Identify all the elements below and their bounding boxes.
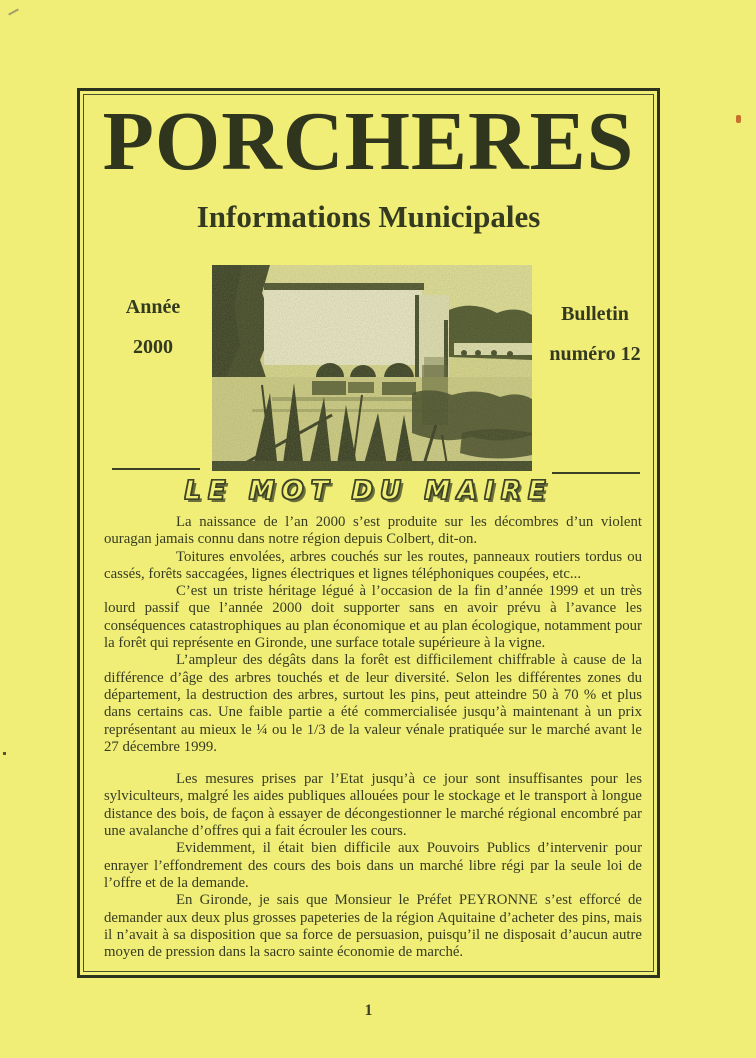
paragraph-6: Evidemment, il était bien difficile aux Pouvoirs Publics d’intervenir pour enrayer l’effondrement des cours des bois dans un marché libre régi par la seule loi de l’offre et de la demande. <box>104 840 642 891</box>
left-divider-rule <box>112 468 200 470</box>
mill-bridge-photo <box>212 265 532 471</box>
scan-artifact-orange <box>736 115 741 123</box>
paragraph-1: La naissance de l’an 2000 s’est produite sur les décombres d’un violent ouragan jamais connu dans notre région depuis Colbert, dit-on. <box>104 514 642 548</box>
paragraph-5: Les mesures prises par l’Etat jusqu’à ce jour sont insuffisantes pour les sylviculteurs, malgré les aides publiques allouées pour le stockage et le transport à longue distance des bois, de façon à essayer de décongestionner le marché régional encombré par une avalanche d’offres qui a fait écrouler les cours. <box>104 771 642 840</box>
paragraph-3: C’est un triste héritage légué à l’occasion de la fin d’année 1999 et un très lourd passif que l’année 2000 doit supporter sans en avoir prévu à l’avance les conséquences catastrophiques au plan économique et au plan écologique, notamment pour la forêt qui représente en Gironde, une surface totale supérieure à la vigne. <box>104 583 642 652</box>
article-body <box>104 514 642 961</box>
issue-bulletin-word: Bulletin <box>561 303 629 325</box>
article-heading: LE MOT DU MAIRE <box>184 476 553 506</box>
paragraph-4: L’ampleur des dégâts dans la forêt est difficilement chiffrable à cause de la différence d’âge des arbres touchés et de leur diversité. Selon les différentes zones du département, la destruction des arbres, surtout les pins, peut atteindre 50 à 70 % et plus dans certains cas. Une faible partie a été commercialisée jusqu’à maintenant à un prix représentant au mieux le ¼ ou le 1/3 de la valeur vénale pratiquée sur le marché avant le 27 décembre 1999. <box>104 652 642 755</box>
issue-number-value: numéro 12 <box>549 343 641 365</box>
edition-year-value: 2000 <box>133 336 173 358</box>
paragraph-7: En Gironde, je sais que Monsieur le Préfet PEYRONNE s’est efforcé de demander aux deux plus grosses papeteries de la région Aquitaine d’acheter des pins, mais il n’avait à sa disposition que sa force de persuasion, puisqu’il ne disposait d’aucun autre moyen de pression dans la sacro sainte économie de marché. <box>104 892 642 961</box>
issue-label <box>530 303 660 366</box>
page-number: 1 <box>364 1002 373 1019</box>
paragraph-2: Toitures envolées, arbres couchés sur les routes, panneaux routiers tordus ou cassés, forêts saccagées, lignes électriques et lignes téléphoniques coupées, etc... <box>104 548 642 582</box>
edition-label <box>88 296 218 359</box>
right-divider-rule <box>552 472 640 474</box>
page-subtitle: Informations Municipales <box>196 199 541 234</box>
page-title: PORCHERES <box>102 95 635 188</box>
scan-artifact-left <box>3 752 6 755</box>
scan-artifact-topleft <box>8 9 19 16</box>
edition-year-word: Année <box>125 296 181 318</box>
